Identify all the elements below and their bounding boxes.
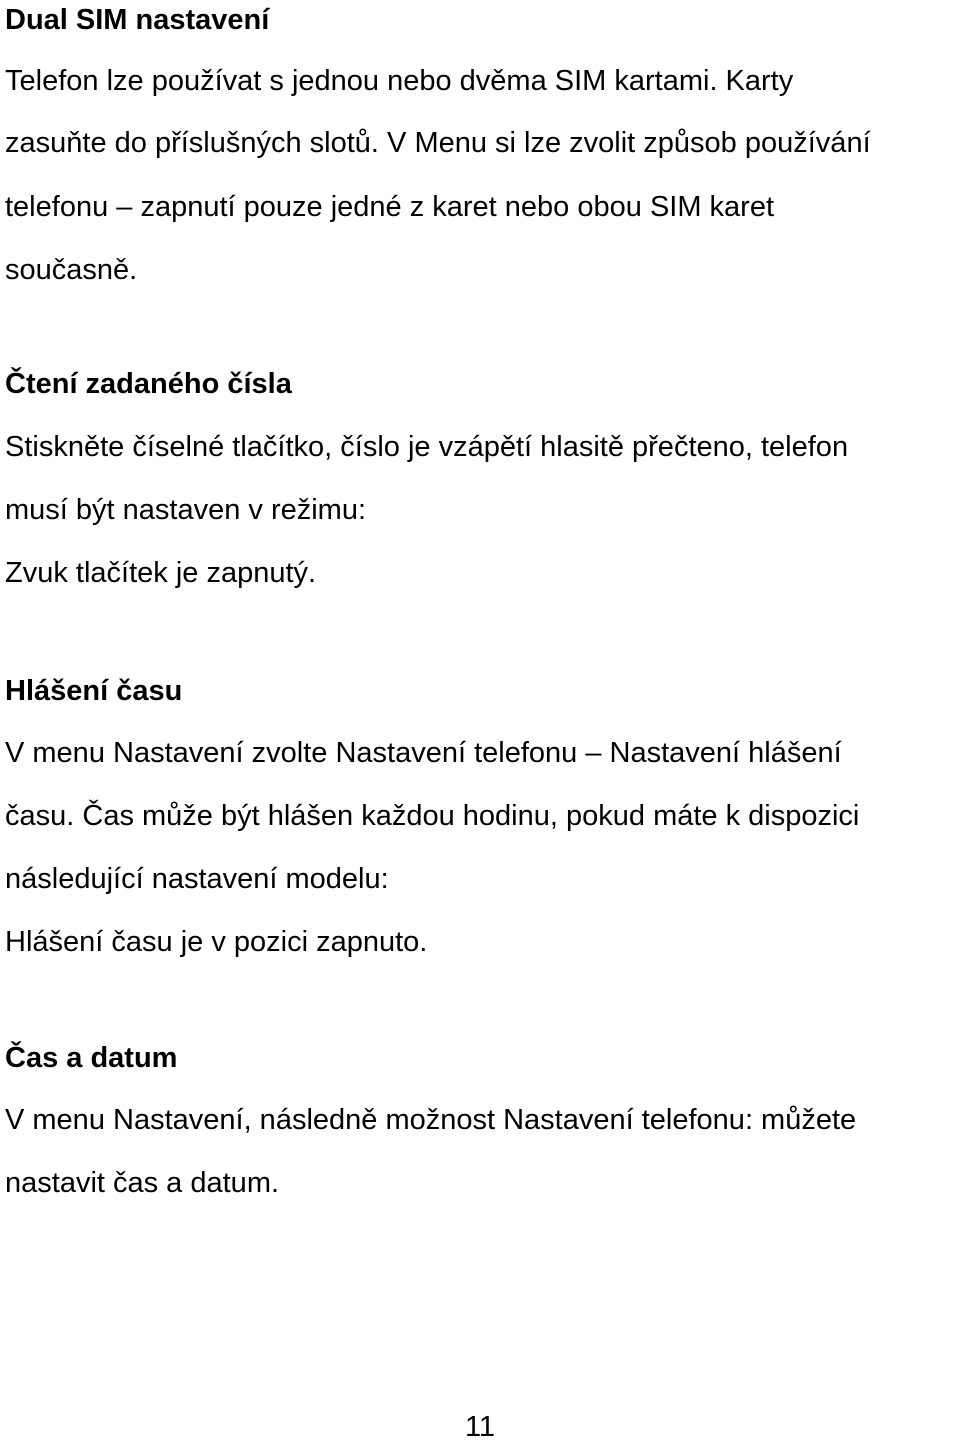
paragraph-line: současně. [5,254,138,286]
page-number: 11 [464,1411,496,1443]
paragraph-line: telefonu – zapnutí pouze jedné z karet nebo obou SIM karet [5,191,775,223]
paragraph-line: musí být nastaven v režimu: [5,494,367,526]
paragraph-line: V menu Nastavení zvolte Nastavení telefonu – Nastavení hlášení [5,737,842,769]
section-heading: Hlášení času [5,675,183,707]
section-heading: Dual SIM nastavení [5,4,270,36]
section-heading: Čtení zadaného čísla [5,368,292,400]
section-cas-a-datum [5,1041,955,1199]
section-cteni-cisla [5,367,955,589]
paragraph-line: zasuňte do příslušných slotů. V Menu si lze zvolit způsob používání [5,127,871,159]
paragraph-line: času. Čas může být hlášen každou hodinu, pokud máte k dispozici [5,800,860,832]
paragraph-line: následující nastavení modelu: [5,863,389,895]
paragraph-line: Stiskněte číselné tlačítko, číslo je vzápětí hlasitě přečteno, telefon [5,431,849,463]
paragraph-line: Hlášení času je v pozici zapnuto. [5,926,428,958]
paragraph-line: V menu Nastavení, následně možnost Nastavení telefonu: můžete [5,1104,857,1136]
paragraph-line: Zvuk tlačítek je zapnutý. [5,557,317,589]
section-hlaseni-casu [5,674,955,958]
section-heading: Čas a datum [5,1042,178,1074]
section-dual-sim [5,3,955,286]
paragraph-line: Telefon lze používat s jednou nebo dvěma SIM kartami. Karty [5,65,794,97]
paragraph-line: nastavit čas a datum. [5,1167,280,1199]
